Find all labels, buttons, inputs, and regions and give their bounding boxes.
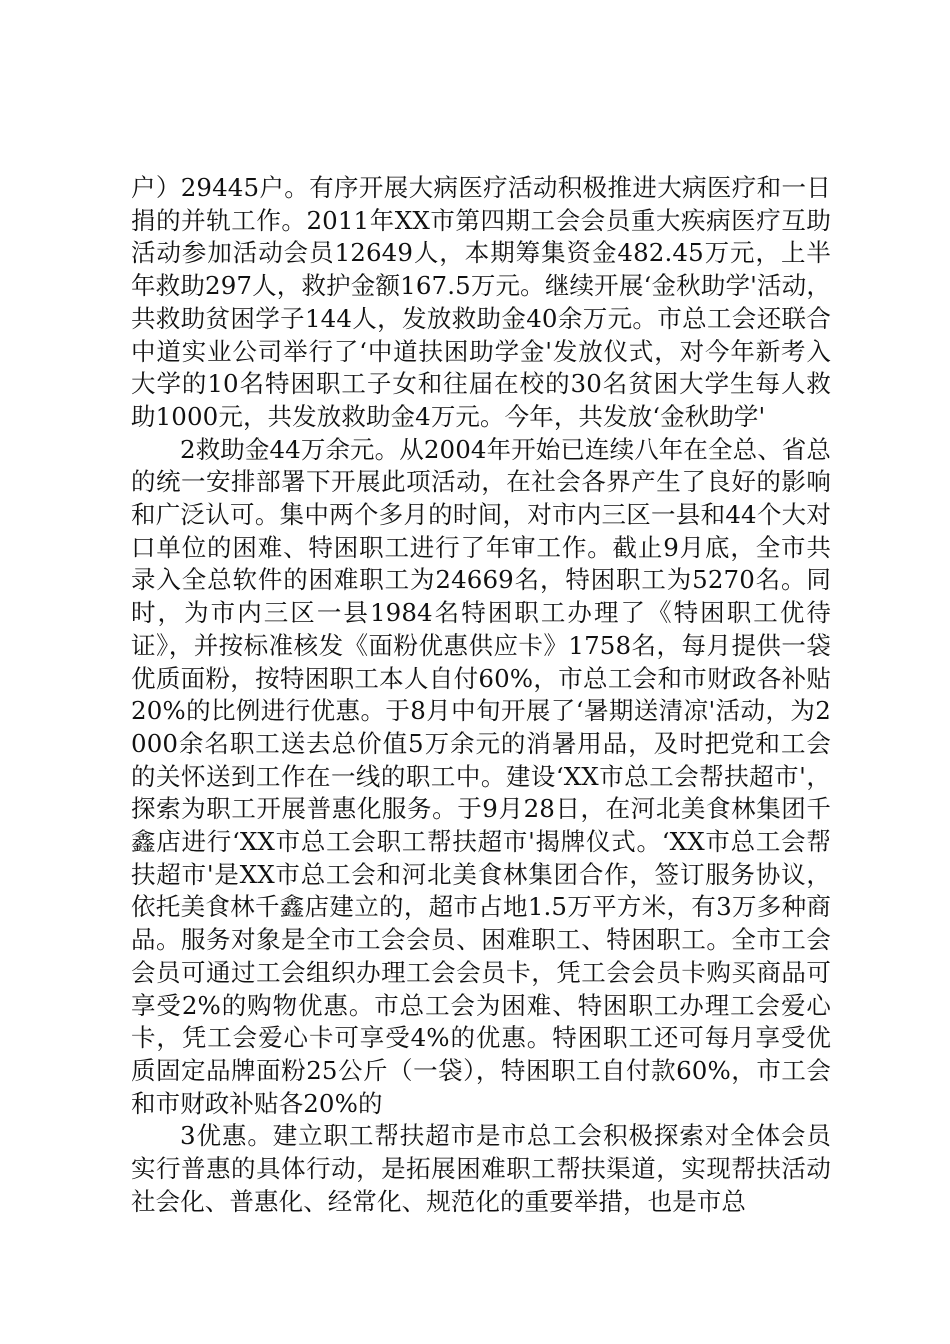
paragraph-2: 2救助金44万余元。从2004年开始已连续八年在全总、省总的统一安排部署下开展此项活动，在社会各界产生了良好的影响和广泛认可。集中两个多月的时间，对市内三区一县和44个大对口单位的困难、特困职工进行了年审工作。截止9月底，全市共录入全总软件的困难职工为24669名，特困职工为5270名。同时，为市内三区一县1984名特困职工办理了《特困职工优待证》，并按标准核发《面粉优惠供应卡》1758名，每月提供一袋优质面粉，按特困职工本人自付60%，市总工会和市财政各补贴20%的比例进行优惠。于8月中旬开展了‘暑期送清凉'活动，为2000余名职工送去总价值5万余元的消暑用品，及时把党和工会的关怀送到工作在一线的职工中。建设‘XX市总工会帮扶超市'，探索为职工开展普惠化服务。于9月28日，在河北美食林集团千鑫店进行‘XX市总工会职工帮扶超市'揭牌仪式。‘XX市总工会帮扶超市'是XX市总工会和河北美食林集团合作，签订服务协议，依托美食林千鑫店建立的，超市占地1.5万平方米，有3万多种商品。服务对象是全市工会会员、困难职工、特困职工。全市工会会员可通过工会组织办理工会会员卡，凭工会会员卡购买商品可享受2%的购物优惠。市总工会为困难、特困职工办理工会爱心卡，凭工会爱心卡可享受4%的优惠。特困职工还可每月享受优质固定品牌面粉25公斤（一袋），特困职工自付款60%，市工会和市财政补贴各20%的 xyxy=(131,434,832,1118)
paragraph-3: 3优惠。建立职工帮扶超市是市总工会积极探索对全体会员实行普惠的具体行动，是拓展困难职工帮扶渠道，实现帮扶活动社会化、普惠化、经常化、规范化的重要举措，也是市总 xyxy=(131,1121,831,1216)
paragraph-1: 户）29445户。有序开展大病医疗活动积极推进大病医疗和一日捐的并轨工作。2011年XX市第四期工会会员重大疾病医疗互助活动参加活动会员12649人，本期筹集资金482.45万元，上半年救助297人，救护金额167.5万元。继续开展‘金秋助学'活动，共救助贫困学子144人，发放救助金40余万元。市总工会还联合中道实业公司举行了‘中道扶困助学金'发放仪式，对今年新考入大学的10名特困职工子女和往届在校的30名贫困大学生每人救助1000元，共发放救助金4万元。今年，共发放‘金秋助学' xyxy=(131,173,831,431)
document-body xyxy=(131,172,831,1219)
